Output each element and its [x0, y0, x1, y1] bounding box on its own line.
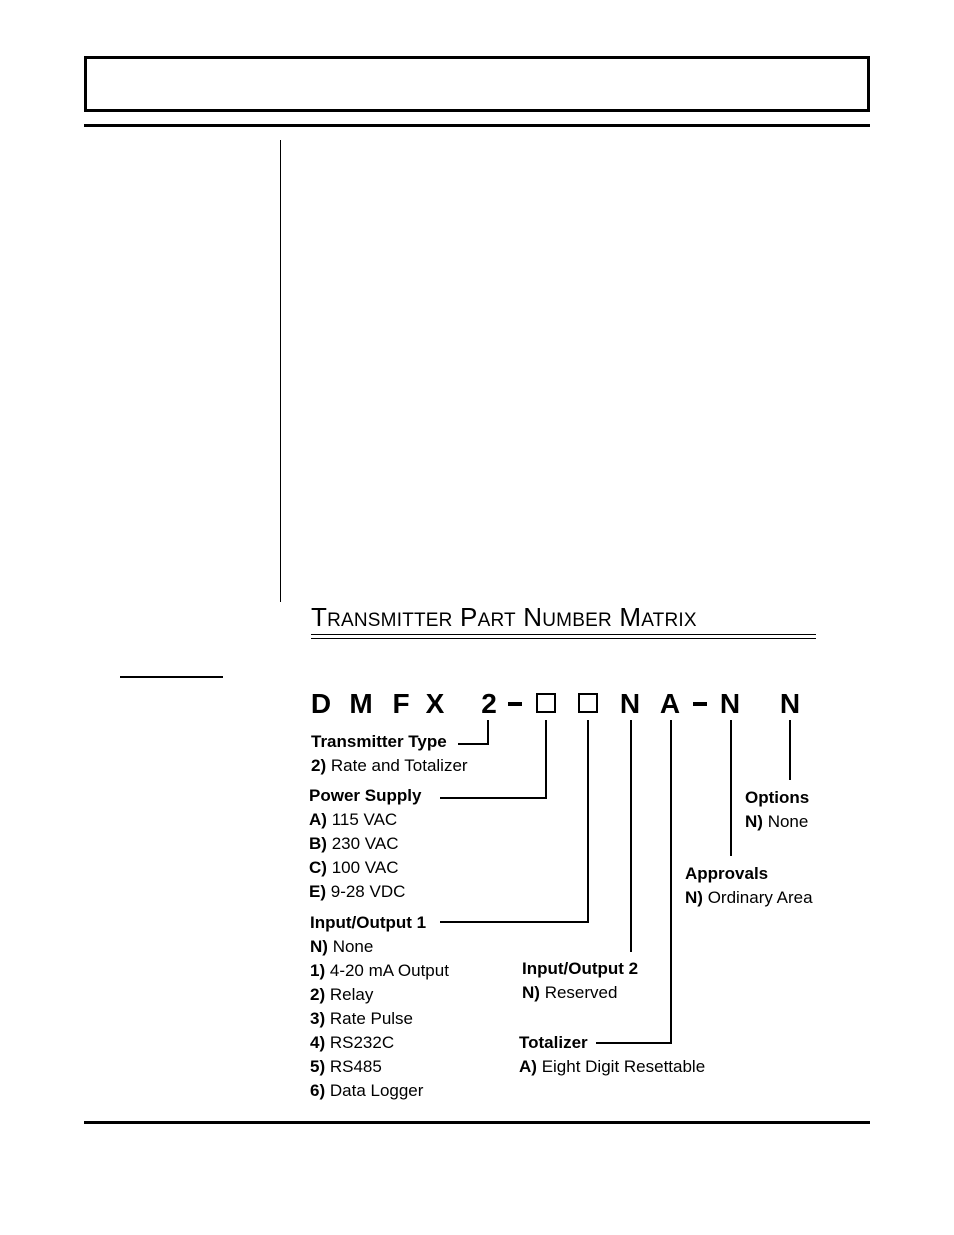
pn-dash-1: [508, 702, 522, 706]
pn-totalizer-code: A: [659, 688, 681, 719]
group-title: Input/Output 2: [522, 959, 639, 978]
group-title: Input/Output 1: [310, 913, 427, 932]
group-transmitter-type: [311, 730, 468, 778]
group-io2: [522, 957, 638, 1005]
group-totalizer: [519, 1031, 705, 1079]
group-approvals: [685, 862, 813, 910]
option-item: B) 230 VAC: [309, 834, 399, 853]
option-item: 4) RS232C: [310, 1033, 395, 1052]
leader-power-v: [545, 720, 547, 799]
option-item: 1) 4-20 mA Output: [310, 961, 449, 980]
title-underline-top: [311, 634, 816, 635]
title-word-2: PART: [460, 602, 516, 632]
option-item: 2) Relay: [310, 985, 374, 1004]
leader-totalizer-v: [670, 720, 672, 1044]
pn-prefix-1: D: [310, 688, 332, 719]
leader-approvals-v: [730, 720, 732, 856]
title-word-4: MATRIX: [619, 602, 697, 632]
leader-io1-v: [587, 720, 589, 923]
title-underline-bottom: [311, 638, 816, 639]
group-title: Transmitter Type: [311, 732, 447, 751]
group-title: Power Supply: [309, 786, 422, 805]
pn-io1-box: [578, 693, 598, 713]
header-rule: [84, 124, 870, 127]
side-rule: [120, 676, 223, 678]
leader-io2-v: [630, 720, 632, 952]
pn-options-code: N: [779, 688, 801, 719]
option-item: 3) Rate Pulse: [310, 1009, 414, 1028]
group-io1: [310, 911, 449, 1103]
option-item: N) Ordinary Area: [685, 888, 813, 907]
option-item: N) Reserved: [522, 983, 618, 1002]
pn-io2-code: N: [619, 688, 641, 719]
group-power-supply: [309, 784, 421, 904]
option-item: 6) Data Logger: [310, 1081, 424, 1100]
leader-options-v: [789, 720, 791, 780]
pn-prefix-3: F: [392, 688, 410, 719]
option-item: N) None: [745, 812, 809, 831]
option-item: E) 9-28 VDC: [309, 882, 406, 901]
title-word-1: TRANSMITTER: [311, 602, 453, 632]
title-word-3: NUMBER: [523, 602, 612, 632]
group-title: Totalizer: [519, 1033, 588, 1052]
leader-type-v: [487, 720, 489, 745]
header-box: [84, 56, 870, 112]
pn-prefix-2: M: [349, 688, 373, 719]
footer-rule: [84, 1121, 870, 1124]
group-options: [745, 786, 809, 834]
group-title: Options: [745, 788, 810, 807]
pn-prefix-4: X: [425, 688, 445, 719]
section-title: [311, 602, 697, 633]
option-item: 2) Rate and Totalizer: [311, 756, 468, 775]
leader-io1-h: [440, 921, 589, 923]
option-item: N) None: [310, 937, 374, 956]
margin-rule: [280, 140, 281, 602]
group-title: Approvals: [685, 864, 769, 883]
option-item: 5) RS485: [310, 1057, 382, 1076]
pn-dash-2: [693, 702, 707, 706]
option-item: C) 100 VAC: [309, 858, 399, 877]
pn-approvals-code: N: [719, 688, 741, 719]
leader-power-h: [440, 797, 547, 799]
pn-power-box: [536, 693, 556, 713]
option-item: A) 115 VAC: [309, 810, 398, 829]
option-item: A) Eight Digit Resettable: [519, 1057, 706, 1076]
pn-type-code: 2: [481, 688, 497, 719]
